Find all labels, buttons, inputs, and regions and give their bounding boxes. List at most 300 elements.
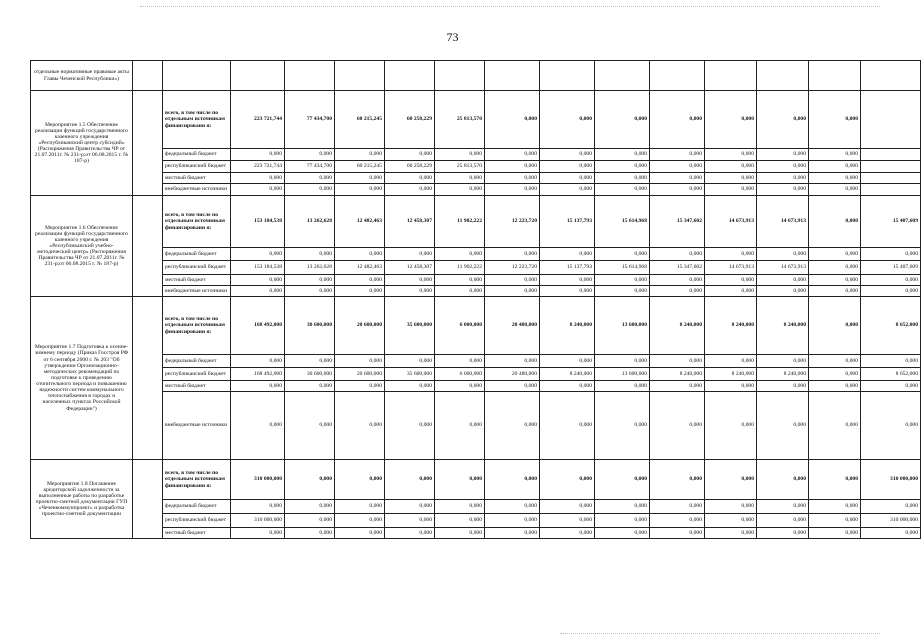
- amount-cell: 0,000: [335, 500, 385, 514]
- amount-cell: 0,000: [335, 355, 385, 368]
- amount-cell: 0,000: [809, 514, 861, 528]
- amount-cell: 0,000: [231, 275, 285, 286]
- funding-source: республиканский бюджет: [163, 261, 231, 275]
- amount-cell: 0,000: [485, 460, 540, 500]
- amount-cell: 0,000: [385, 514, 435, 528]
- amount-cell: 0,000: [595, 528, 650, 539]
- funding-source: всего, в том числе по отдельным источникам финансировани я:: [163, 91, 231, 149]
- amount-cell: 0,000: [861, 500, 921, 514]
- amount-cell: 20 600,000: [335, 368, 385, 381]
- amount-cell: 0,000: [595, 286, 650, 297]
- amount-cell: 8 240,000: [650, 297, 705, 355]
- amount-cell: 0,000: [650, 275, 705, 286]
- amount-cell: 0,000: [650, 514, 705, 528]
- amount-cell: 0,000: [485, 275, 540, 286]
- amount-cell: 310 000,000: [231, 460, 285, 500]
- amount-cell: 0,000: [540, 149, 595, 161]
- amount-cell: 0,000: [540, 460, 595, 500]
- funding-source: республиканский бюджет: [163, 368, 231, 381]
- amount-cell: 0,000: [650, 381, 705, 392]
- measure-title: Мероприятие 1.8 Погашение кредиторской задолженности за выполненные работы по разработке проектно-сметной документации ГУП «Чеченкоммунпроект» и разработка проектно-сметной документации: [31, 460, 133, 539]
- amount-cell: 0,000: [335, 275, 385, 286]
- table-row: [31, 261, 921, 275]
- amount-cell: 0,000: [595, 514, 650, 528]
- table-row-total: [31, 460, 921, 500]
- funding-source: внебюджетные источники: [163, 286, 231, 297]
- amount-cell: 25 813,570: [435, 91, 485, 149]
- amount-cell: 11 902,222: [435, 196, 485, 248]
- funding-source: всего, в том числе по отдельным источникам финансировани я:: [163, 460, 231, 500]
- amount-cell: 0,000: [385, 500, 435, 514]
- amount-cell: 0,000: [757, 528, 809, 539]
- amount-cell: [861, 184, 921, 196]
- amount-cell: 8 240,000: [540, 297, 595, 355]
- amount-cell: 20 600,000: [335, 297, 385, 355]
- amount-cell: 0,000: [385, 248, 435, 261]
- amount-cell: 0,000: [335, 286, 385, 297]
- table-row: [31, 368, 921, 381]
- funding-source: федеральный бюджет: [163, 500, 231, 514]
- amount-cell: 0,000: [540, 500, 595, 514]
- amount-cell: 0,000: [650, 161, 705, 173]
- table-row-total: [31, 91, 921, 149]
- funding-source: местный бюджет: [163, 381, 231, 392]
- amount-cell: 0,000: [595, 248, 650, 261]
- amount-cell: 0,000: [231, 355, 285, 368]
- amount-cell: 0,000: [809, 500, 861, 514]
- amount-cell: 0,000: [385, 460, 435, 500]
- amount-cell: 60 215,245: [335, 161, 385, 173]
- amount-cell: 13 262,628: [285, 261, 335, 275]
- budget-table: [30, 60, 921, 539]
- amount-cell: 0,000: [285, 500, 335, 514]
- amount-cell: 0,000: [705, 248, 757, 261]
- amount-cell: 0,000: [595, 161, 650, 173]
- amount-cell: 0,000: [705, 514, 757, 528]
- amount-cell: 0,000: [385, 184, 435, 196]
- amount-cell: 0,000: [335, 173, 385, 184]
- amount-cell: 0,000: [435, 460, 485, 500]
- amount-cell: 223 721,744: [231, 161, 285, 173]
- amount-cell: 0,000: [540, 248, 595, 261]
- amount-cell: 11 902,222: [435, 261, 485, 275]
- table-row: [31, 161, 921, 173]
- scan-artifact-bottom: [560, 633, 880, 636]
- amount-cell: 15 407,609: [861, 196, 921, 248]
- funding-source: местный бюджет: [163, 528, 231, 539]
- amount-cell: 0,000: [435, 173, 485, 184]
- funding-source: республиканский бюджет: [163, 161, 231, 173]
- amount-cell: [861, 161, 921, 173]
- amount-cell: 0,000: [595, 381, 650, 392]
- amount-cell: 0,000: [809, 392, 861, 460]
- amount-cell: 0,000: [705, 528, 757, 539]
- amount-cell: 30 600,000: [285, 297, 335, 355]
- amount-cell: 0,000: [540, 161, 595, 173]
- amount-cell: 0,000: [809, 261, 861, 275]
- amount-cell: 0,000: [231, 248, 285, 261]
- amount-cell: 0,000: [385, 392, 435, 460]
- amount-cell: 0,000: [757, 91, 809, 149]
- table-row: [31, 184, 921, 196]
- amount-cell: 0,000: [861, 286, 921, 297]
- amount-cell: 0,000: [231, 184, 285, 196]
- amount-cell: 0,000: [435, 248, 485, 261]
- empty-cell: [133, 297, 163, 460]
- amount-cell: 25 813,570: [435, 161, 485, 173]
- amount-cell: 0,000: [809, 161, 861, 173]
- amount-cell: 0,000: [809, 381, 861, 392]
- empty-cell: [133, 91, 163, 196]
- amount-cell: 0,000: [540, 355, 595, 368]
- amount-cell: 0,000: [335, 392, 385, 460]
- amount-cell: 0,000: [285, 275, 335, 286]
- amount-cell: 0,000: [335, 528, 385, 539]
- amount-cell: 6 000,000: [435, 368, 485, 381]
- amount-cell: 0,000: [757, 514, 809, 528]
- amount-cell: 0,000: [485, 392, 540, 460]
- amount-cell: 0,000: [435, 184, 485, 196]
- page-number: 73: [446, 30, 459, 44]
- amount-cell: 0,000: [435, 355, 485, 368]
- carry-over-row: [31, 61, 921, 91]
- amount-cell: 12 458,307: [385, 196, 435, 248]
- amount-cell: 0,000: [435, 149, 485, 161]
- amount-cell: 0,000: [595, 392, 650, 460]
- table-row: [31, 275, 921, 286]
- amount-cell: 0,000: [231, 381, 285, 392]
- amount-cell: 0,000: [385, 355, 435, 368]
- table-row-total: [31, 196, 921, 248]
- amount-cell: 0,000: [650, 528, 705, 539]
- amount-cell: 0,000: [335, 184, 385, 196]
- amount-cell: 0,000: [757, 248, 809, 261]
- amount-cell: 77 434,700: [285, 161, 335, 173]
- amount-cell: 0,000: [809, 91, 861, 149]
- amount-cell: 0,000: [757, 173, 809, 184]
- amount-cell: 0,000: [385, 173, 435, 184]
- amount-cell: 0,000: [861, 275, 921, 286]
- amount-cell: 15 347,602: [650, 196, 705, 248]
- funding-source: внебюджетные источники: [163, 392, 231, 460]
- amount-cell: 0,000: [485, 91, 540, 149]
- amount-cell: 13 600,000: [595, 368, 650, 381]
- amount-cell: 14 673,913: [757, 196, 809, 248]
- funding-source: внебюджетные источники: [163, 184, 231, 196]
- amount-cell: 0,000: [285, 528, 335, 539]
- amount-cell: 8 240,000: [705, 368, 757, 381]
- amount-cell: 0,000: [485, 355, 540, 368]
- amount-cell: 0,000: [435, 275, 485, 286]
- amount-cell: 0,000: [809, 248, 861, 261]
- amount-cell: 223 721,744: [231, 91, 285, 149]
- amount-cell: 0,000: [650, 286, 705, 297]
- amount-cell: 0,000: [285, 149, 335, 161]
- amount-cell: 8 240,000: [650, 368, 705, 381]
- table-row: [31, 392, 921, 460]
- amount-cell: 0,000: [435, 500, 485, 514]
- amount-cell: 0,000: [485, 248, 540, 261]
- amount-cell: 14 673,913: [705, 261, 757, 275]
- amount-cell: 0,000: [757, 355, 809, 368]
- amount-cell: 8 240,000: [705, 297, 757, 355]
- amount-cell: 0,000: [809, 460, 861, 500]
- amount-cell: 0,000: [485, 149, 540, 161]
- amount-cell: 8 652,000: [861, 297, 921, 355]
- funding-source: всего, в том числе по отдельным источникам финансировани я:: [163, 196, 231, 248]
- amount-cell: 0,000: [485, 500, 540, 514]
- amount-cell: 35 600,000: [385, 368, 435, 381]
- amount-cell: 15 137,793: [540, 261, 595, 275]
- amount-cell: 0,000: [809, 368, 861, 381]
- amount-cell: 0,000: [705, 275, 757, 286]
- table-row: [31, 381, 921, 392]
- amount-cell: 8 240,000: [540, 368, 595, 381]
- amount-cell: 0,000: [757, 460, 809, 500]
- carry-over-text: отдельные нормативные правовые акты Главы Чеченской Республики»): [31, 61, 133, 91]
- amount-cell: 12 458,307: [385, 261, 435, 275]
- budget-table-body: [31, 61, 921, 539]
- amount-cell: 0,000: [705, 381, 757, 392]
- amount-cell: 0,000: [757, 392, 809, 460]
- amount-cell: 0,000: [285, 184, 335, 196]
- amount-cell: 0,000: [809, 286, 861, 297]
- amount-cell: [861, 149, 921, 161]
- amount-cell: 0,000: [595, 173, 650, 184]
- amount-cell: 0,000: [705, 161, 757, 173]
- amount-cell: 0,000: [757, 275, 809, 286]
- table-row: [31, 514, 921, 528]
- amount-cell: 0,000: [861, 392, 921, 460]
- amount-cell: 0,000: [485, 286, 540, 297]
- amount-cell: 60 258,229: [385, 91, 435, 149]
- amount-cell: 0,000: [285, 460, 335, 500]
- amount-cell: 0,000: [540, 275, 595, 286]
- amount-cell: 0,000: [231, 286, 285, 297]
- amount-cell: 15 347,602: [650, 261, 705, 275]
- amount-cell: 153 184,538: [231, 261, 285, 275]
- amount-cell: 13 600,000: [595, 297, 650, 355]
- amount-cell: 0,000: [540, 528, 595, 539]
- amount-cell: 0,000: [435, 514, 485, 528]
- amount-cell: 0,000: [861, 248, 921, 261]
- amount-cell: 0,000: [595, 355, 650, 368]
- amount-cell: 0,000: [231, 528, 285, 539]
- amount-cell: 0,000: [285, 248, 335, 261]
- amount-cell: 0,000: [595, 500, 650, 514]
- amount-cell: 8 240,000: [757, 297, 809, 355]
- amount-cell: 0,000: [809, 149, 861, 161]
- amount-cell: 0,000: [650, 173, 705, 184]
- amount-cell: 0,000: [595, 275, 650, 286]
- funding-source: местный бюджет: [163, 275, 231, 286]
- amount-cell: 0,000: [705, 460, 757, 500]
- amount-cell: 0,000: [650, 460, 705, 500]
- amount-cell: 0,000: [757, 381, 809, 392]
- amount-cell: 0,000: [540, 173, 595, 184]
- amount-cell: 12 223,720: [485, 196, 540, 248]
- amount-cell: 12 223,720: [485, 261, 540, 275]
- table-row: [31, 248, 921, 261]
- amount-cell: 0,000: [540, 392, 595, 460]
- amount-cell: 14 673,913: [757, 261, 809, 275]
- amount-cell: 0,000: [650, 355, 705, 368]
- table-row: [31, 286, 921, 297]
- amount-cell: 0,000: [861, 528, 921, 539]
- amount-cell: 0,000: [385, 149, 435, 161]
- amount-cell: 0,000: [809, 173, 861, 184]
- amount-cell: 0,000: [435, 392, 485, 460]
- amount-cell: 0,000: [861, 381, 921, 392]
- amount-cell: 0,000: [335, 149, 385, 161]
- amount-cell: 0,000: [650, 248, 705, 261]
- amount-cell: 0,000: [285, 381, 335, 392]
- amount-cell: 0,000: [285, 355, 335, 368]
- funding-source: всего, в том числе по отдельным источникам финансировани я:: [163, 297, 231, 355]
- funding-source: федеральный бюджет: [163, 149, 231, 161]
- amount-cell: 0,000: [757, 149, 809, 161]
- amount-cell: 310 000,000: [231, 514, 285, 528]
- amount-cell: 0,000: [757, 500, 809, 514]
- empty-cell: [133, 196, 163, 297]
- table-row: [31, 500, 921, 514]
- amount-cell: 0,000: [809, 355, 861, 368]
- amount-cell: 310 000,000: [861, 460, 921, 500]
- amount-cell: 0,000: [650, 184, 705, 196]
- amount-cell: 0,000: [809, 297, 861, 355]
- amount-cell: 0,000: [809, 528, 861, 539]
- amount-cell: 0,000: [705, 355, 757, 368]
- amount-cell: 8 240,000: [757, 368, 809, 381]
- funding-source: федеральный бюджет: [163, 355, 231, 368]
- amount-cell: 0,000: [705, 91, 757, 149]
- amount-cell: 0,000: [335, 514, 385, 528]
- amount-cell: 0,000: [705, 500, 757, 514]
- table-row: [31, 355, 921, 368]
- amount-cell: [861, 91, 921, 149]
- amount-cell: 15 407,609: [861, 261, 921, 275]
- amount-cell: 0,000: [595, 91, 650, 149]
- scan-artifact-top: [140, 6, 880, 9]
- amount-cell: 0,000: [757, 161, 809, 173]
- funding-source: федеральный бюджет: [163, 248, 231, 261]
- amount-cell: 12 482,463: [335, 196, 385, 248]
- measure-title: Мероприятие 1.5 Обеспечение реализации функций государственного казенного учреждения «Республиканский центр субсидий» (Распоряжения Правительства ЧР от 21.07.2011г. № 231-р;от 06.08.2015 г. № 187-р): [31, 91, 133, 196]
- amount-cell: 0,000: [485, 381, 540, 392]
- amount-cell: 0,000: [757, 286, 809, 297]
- amount-cell: 12 482,463: [335, 261, 385, 275]
- amount-cell: 0,000: [540, 184, 595, 196]
- table-row: [31, 173, 921, 184]
- amount-cell: 0,000: [540, 286, 595, 297]
- amount-cell: 0,000: [335, 460, 385, 500]
- funding-source: местный бюджет: [163, 173, 231, 184]
- amount-cell: 6 000,000: [435, 297, 485, 355]
- amount-cell: 0,000: [285, 392, 335, 460]
- amount-cell: 20 480,000: [485, 368, 540, 381]
- amount-cell: 0,000: [757, 184, 809, 196]
- amount-cell: 0,000: [285, 514, 335, 528]
- amount-cell: 0,000: [231, 149, 285, 161]
- amount-cell: 0,000: [705, 286, 757, 297]
- amount-cell: 15 137,793: [540, 196, 595, 248]
- amount-cell: 0,000: [705, 392, 757, 460]
- amount-cell: 0,000: [485, 514, 540, 528]
- table-row-total: [31, 297, 921, 355]
- amount-cell: 153 184,538: [231, 196, 285, 248]
- amount-cell: 0,000: [485, 184, 540, 196]
- amount-cell: 20 480,000: [485, 297, 540, 355]
- table-row: [31, 149, 921, 161]
- amount-cell: 168 492,000: [231, 368, 285, 381]
- amount-cell: 0,000: [809, 275, 861, 286]
- amount-cell: 0,000: [809, 184, 861, 196]
- amount-cell: 0,000: [650, 392, 705, 460]
- amount-cell: 0,000: [595, 149, 650, 161]
- amount-cell: 0,000: [385, 275, 435, 286]
- amount-cell: 0,000: [705, 173, 757, 184]
- measure-title: Мероприятие 1.7 Подготовка к осенне-зимнему периоду (Приказ Госстроя РФ от 6 сентября 2000 г. № 203 "Об утверждении Организационно-методических рекомендаций по подготовке к проведению отопительного периода и повышению надежности систем коммунального теплоснабжения в городах и населенных пунктах Российской Федерации"): [31, 297, 133, 460]
- amount-cell: 168 492,000: [231, 297, 285, 355]
- empty-cell: [133, 460, 163, 539]
- amount-cell: 0,000: [385, 528, 435, 539]
- amount-cell: 14 673,913: [705, 196, 757, 248]
- amount-cell: 0,000: [335, 248, 385, 261]
- table-row: [31, 528, 921, 539]
- amount-cell: 0,000: [231, 173, 285, 184]
- amount-cell: 60 258,229: [385, 161, 435, 173]
- amount-cell: 77 434,700: [285, 91, 335, 149]
- amount-cell: 0,000: [485, 161, 540, 173]
- amount-cell: 0,000: [335, 381, 385, 392]
- amount-cell: 0,000: [650, 91, 705, 149]
- amount-cell: 0,000: [540, 381, 595, 392]
- amount-cell: 0,000: [485, 528, 540, 539]
- amount-cell: 0,000: [595, 460, 650, 500]
- amount-cell: 30 600,000: [285, 368, 335, 381]
- amount-cell: 0,000: [705, 184, 757, 196]
- amount-cell: 0,000: [435, 286, 485, 297]
- amount-cell: 0,000: [231, 500, 285, 514]
- amount-cell: 0,000: [861, 355, 921, 368]
- amount-cell: 0,000: [540, 514, 595, 528]
- amount-cell: 0,000: [485, 173, 540, 184]
- amount-cell: 60 215,245: [335, 91, 385, 149]
- amount-cell: 310 000,000: [861, 514, 921, 528]
- amount-cell: 0,000: [595, 184, 650, 196]
- amount-cell: 0,000: [540, 91, 595, 149]
- amount-cell: 0,000: [650, 149, 705, 161]
- amount-cell: 0,000: [231, 392, 285, 460]
- amount-cell: 15 614,968: [595, 261, 650, 275]
- amount-cell: 0,000: [650, 500, 705, 514]
- amount-cell: 15 614,968: [595, 196, 650, 248]
- measure-title: Мероприятие 1.6 Обеспечение реализации функций государственного казенного учреждения «Республиканский учебно-методический центр» (Распоряжения Правительства ЧР от 21.07.2011г. № 231-р;от 06.08.2015 г. № 187-р): [31, 196, 133, 297]
- amount-cell: 0,000: [385, 286, 435, 297]
- amount-cell: 0,000: [705, 149, 757, 161]
- amount-cell: [861, 173, 921, 184]
- funding-source: республиканский бюджет: [163, 514, 231, 528]
- amount-cell: 0,000: [435, 381, 485, 392]
- amount-cell: 0,000: [385, 381, 435, 392]
- amount-cell: 8 652,000: [861, 368, 921, 381]
- amount-cell: 0,000: [285, 286, 335, 297]
- amount-cell: 0,000: [809, 196, 861, 248]
- amount-cell: 35 600,000: [385, 297, 435, 355]
- amount-cell: 13 262,628: [285, 196, 335, 248]
- amount-cell: 0,000: [435, 528, 485, 539]
- amount-cell: 0,000: [285, 173, 335, 184]
